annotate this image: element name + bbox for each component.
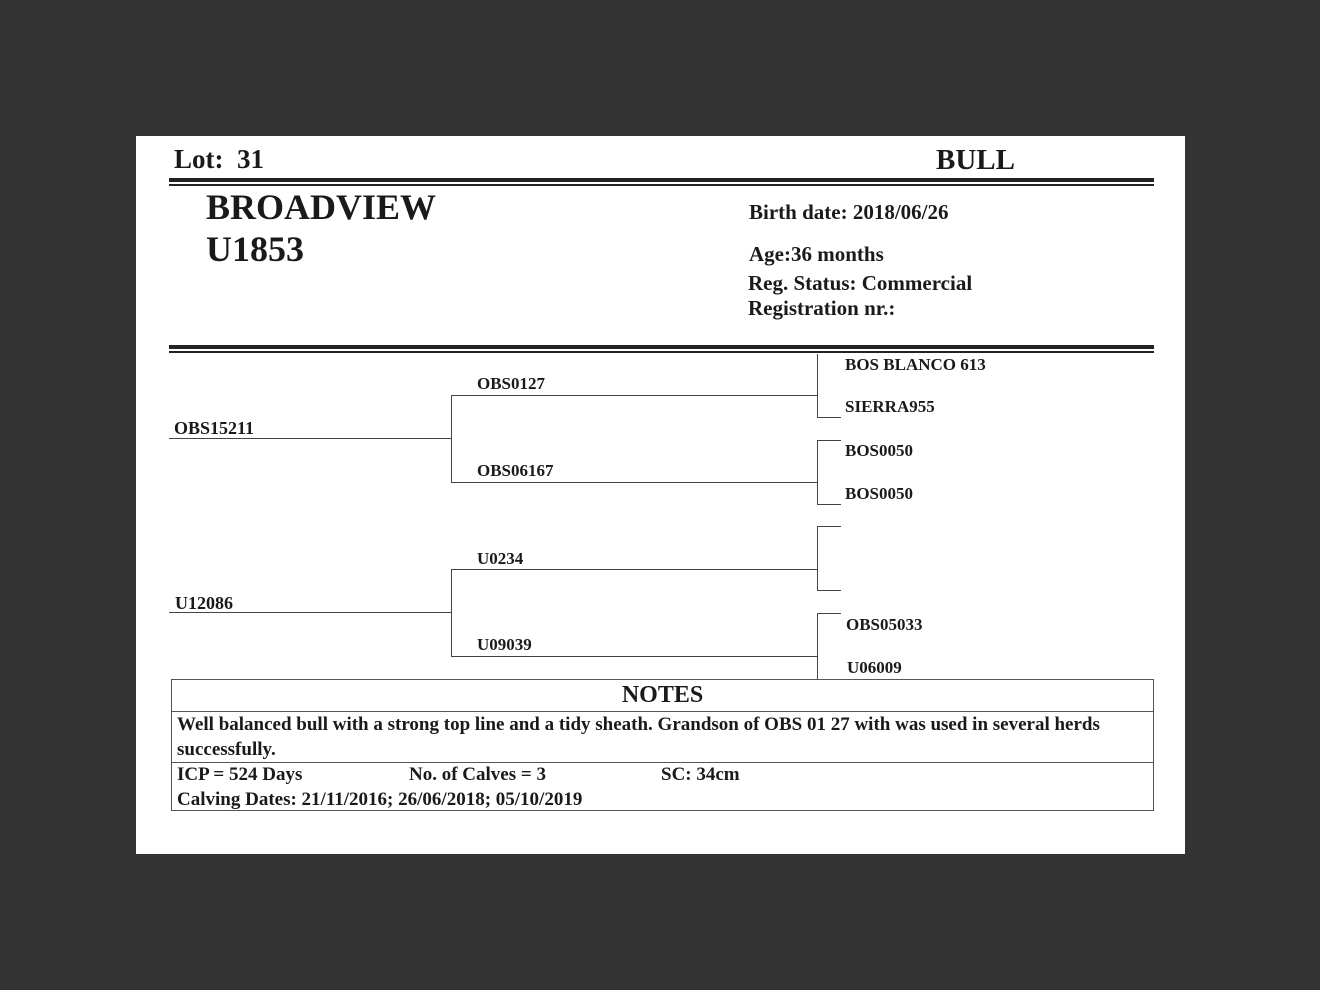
header-rule-bottom-thin	[169, 351, 1154, 353]
calves-count: No. of Calves = 3	[409, 764, 546, 785]
dam-dam-name: U09039	[477, 635, 532, 654]
sd-sire-name: BOS0050	[845, 441, 914, 460]
sire-dam-line	[451, 482, 817, 483]
sd-bracket	[817, 440, 818, 504]
notes-title: NOTES	[172, 680, 1153, 712]
calving-dates: Calving Dates: 21/11/2016; 26/06/2018; 05/10/2019	[177, 789, 583, 810]
dd-dam-name: U06009	[847, 658, 902, 677]
notes-text: Well balanced bull with a strong top line and a tidy sheath. Grandson of OBS 01 27 with was used in several herds successfully.	[177, 714, 1100, 760]
header-rule-bottom	[169, 345, 1154, 349]
animal-name-line2: U1853	[206, 229, 304, 269]
lot-number: 31	[237, 144, 264, 174]
lot-label	[174, 144, 264, 175]
ss-dam-stub	[817, 417, 841, 418]
birth-date: Birth date: 2018/06/26	[749, 200, 949, 224]
ds-dam-stub	[817, 590, 841, 591]
sd-sire-stub	[817, 440, 841, 441]
scrotal-circumference: SC: 34cm	[661, 764, 740, 785]
dam-dam-line	[451, 656, 817, 657]
sd-dam-stub	[817, 504, 841, 505]
sire-dam-name: OBS06167	[477, 461, 554, 480]
header-rule-top	[169, 178, 1154, 182]
reg-status: Reg. Status: Commercial	[748, 271, 973, 295]
sire-name: OBS15211	[174, 418, 255, 438]
ds-bracket	[817, 526, 818, 590]
ss-sire-name: BOS BLANCO 613	[845, 355, 986, 374]
icp: ICP = 524 Days	[177, 764, 303, 785]
ss-bracket	[817, 354, 818, 417]
dam-name: U12086	[175, 593, 233, 613]
sex-label: BULL	[936, 144, 1015, 176]
ss-dam-name: SIERRA955	[845, 397, 935, 416]
dd-bracket	[817, 613, 818, 679]
notes-divider	[172, 762, 1153, 763]
dam-sire-line	[451, 569, 817, 570]
notes-box	[171, 679, 1154, 811]
age: Age:36 months	[749, 242, 884, 266]
dd-sire-name: OBS05033	[846, 615, 923, 634]
registration-nr: Registration nr.:	[748, 296, 896, 320]
dd-sire-stub	[817, 613, 841, 614]
dam-sire-name: U0234	[477, 549, 524, 568]
dam-bracket	[451, 569, 452, 656]
lot-label-text: Lot:	[174, 144, 224, 174]
catalogue-card	[136, 136, 1185, 854]
sire-bracket	[451, 395, 452, 482]
sire-sire-line	[451, 395, 817, 396]
sire-sire-name: OBS0127	[477, 374, 546, 393]
ds-sire-stub	[817, 526, 841, 527]
sd-dam-name: BOS0050	[845, 484, 914, 503]
animal-name-line1: BROADVIEW	[206, 187, 437, 227]
